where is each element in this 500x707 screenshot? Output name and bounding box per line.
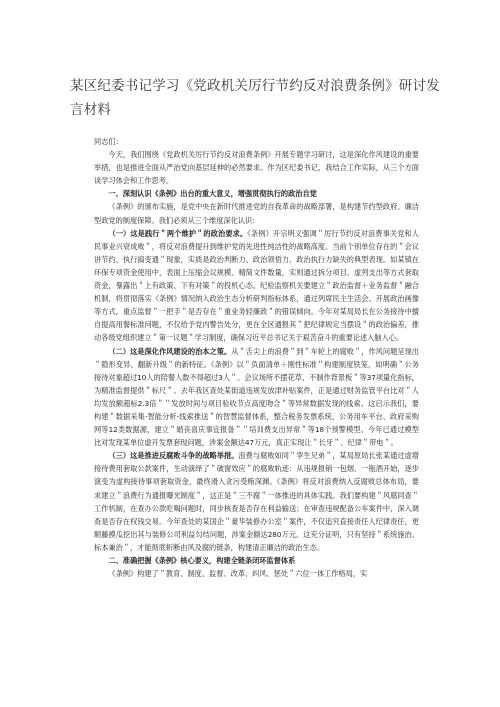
section-1-intro: 《条例》的颁布实施，是党中央在新时代推进党的自我革命的战略部署，是构建节约型政府、廉洁型政党的制度保障。我们必须从三个维度深化认识： xyxy=(94,202,419,225)
paragraph-lead: （一）这是践行＂两个维护＂的政治要求。 xyxy=(108,228,248,238)
paragraph-lead: （二）这是深化作风建设的治本之策。 xyxy=(108,346,232,356)
section-1-paragraph-1 xyxy=(94,227,419,345)
section-2-heading: 二、准确把握《条例》核心要义，构建全链条闭环监督体系 xyxy=(108,556,296,565)
section-2-intro: 《条例》构建了＂教育、制度、监督、改革、纠风、惩处＂六位一体工作格局，实 xyxy=(108,569,368,579)
document-body xyxy=(94,135,419,580)
paragraph-body: 《条例》开宗明义强调＂厉行节约反对浪费事关党和人民事业兴衰成败＂，将反对浪费提升到维护党的先进性纯洁性的战略高度。当前个别单位存在的＂会议讲节约、执行搞变通＂现象，实质是政治判断力、政治领悟力、政治执行力缺失的典型表现。如某镇在环保专项资金使用中，表面上压缩会议规模、精简文件数量，实则通过拆分项目、虚列支出等方式套取资金，暴露出＂上有政策、下有对策＂的投机心态。纪检监察机关要建立＂政治监督＋业务监督＂融合机制，将贯彻落实《条例》情况纳入政治生态分析研判指标体系，通过列席民主生活会、开展政治画像等方式，重点监督＂一把手＂是否存在＂重业务轻廉政＂的错误倾向。今年对某局局长在公务接待中擅自提高用餐标准问题，不仅给予党内警告处分，更在全区通报其＂把纪律规定当摆设＂的政治偏差，推动各级党组织建立＂第一议题＂学习制度，确保习近平总书记关于艰苦奋斗的重要论述入脑入心。 xyxy=(94,228,419,343)
paragraph-body: 从＂舌尖上的浪费＂到＂车轮上的腐败＂，作风问题呈现出＂隐形变异、翻新升级＂的新特征。《条例》以＂负面清单＋刚性标准＂构建制度铁笼，如明确＂公务接待对象超过10人的陪餐人数不得超过3人＂。会议场所不摆花草、不制作背景板＂等37项量化指标，为精准监督提供＂标尺＂。去年我区查处某街道违规发放津补贴案件，正是通过财务监管平台比对＂人均发放额超标2.3倍＂＂发放时间与项目验收节点高度吻合＂等异常数据发现的线索。这启示我们，要构建＂数据采集-智能分析-线索推送＂的智慧监督体系，整合税务发票系统、公务用车平台、政府采购网等12类数据源，建立＂婚丧喜庆事宜报备＂＂培训费支出异常＂等18个预警模型。今年已通过模型比对发现某单位虚开发票套现问题，涉案金额达47万元，真正实现让＂长牙＂、纪律＂带电＂。 xyxy=(94,346,419,448)
section-1-paragraph-2 xyxy=(94,345,419,450)
section-1-heading: 一、深刻认识《条例》出台的重大意义，增强贯彻执行的政治自觉 xyxy=(108,189,317,199)
section-1-paragraph-3 xyxy=(94,449,419,554)
intro-paragraph: 今天，我们围绕《党政机关厉行节约反对浪费条例》开展专题学习研讨，这是深化作风建设的重要举措，也是推进全面从严治党向基层延伸的必然要求。作为区纪委书记，我结合工作实际，从三个方面谈学习体会和工作思考。 xyxy=(94,150,419,186)
paragraph-lead: （三）这是推进反腐败斗争的战略举措。 xyxy=(108,451,239,461)
document-title: 某区纪委书记学习《党政机关厉行节约反对浪费条例》研讨发言材料 xyxy=(70,78,440,118)
greeting: 同志们： xyxy=(94,137,123,146)
paragraph-body: 浪费与腐败如同＂孪生兄弟＂，某局原局长张某通过虚增接待费用套取公款案件，生动演绎了＂破窗效应＂的腐败轨迹：从违规报销一包烟、一瓶酒开始，逐步演变为虚构接待事项套取资金，最终滑入贪污受贿深渊。《条例》将反对浪费纳入反腐败总体布局，要求建立＂浪费行为通报曝光制度＂，这正是＂三不腐＂一体推进的具体实践。我们要构建＂风腐同查＂工作机制，在查办公款吃喝问题时，同步核查是否存在利益输送；在审查违规配备公车案件中，深入调查是否存在权钱交易。今年查处的某国企＂豪华装修办公室＂案件，不仅追究直接责任人纪律责任，更顺藤摸瓜挖出其与装修公司利益勾结问题，涉案金额达280万元。这充分证明，只有坚持＂系统施治、标本兼治＂，才能彻底斩断由风及腐的链条，构建清正廉洁的政治生态。 xyxy=(94,451,419,552)
